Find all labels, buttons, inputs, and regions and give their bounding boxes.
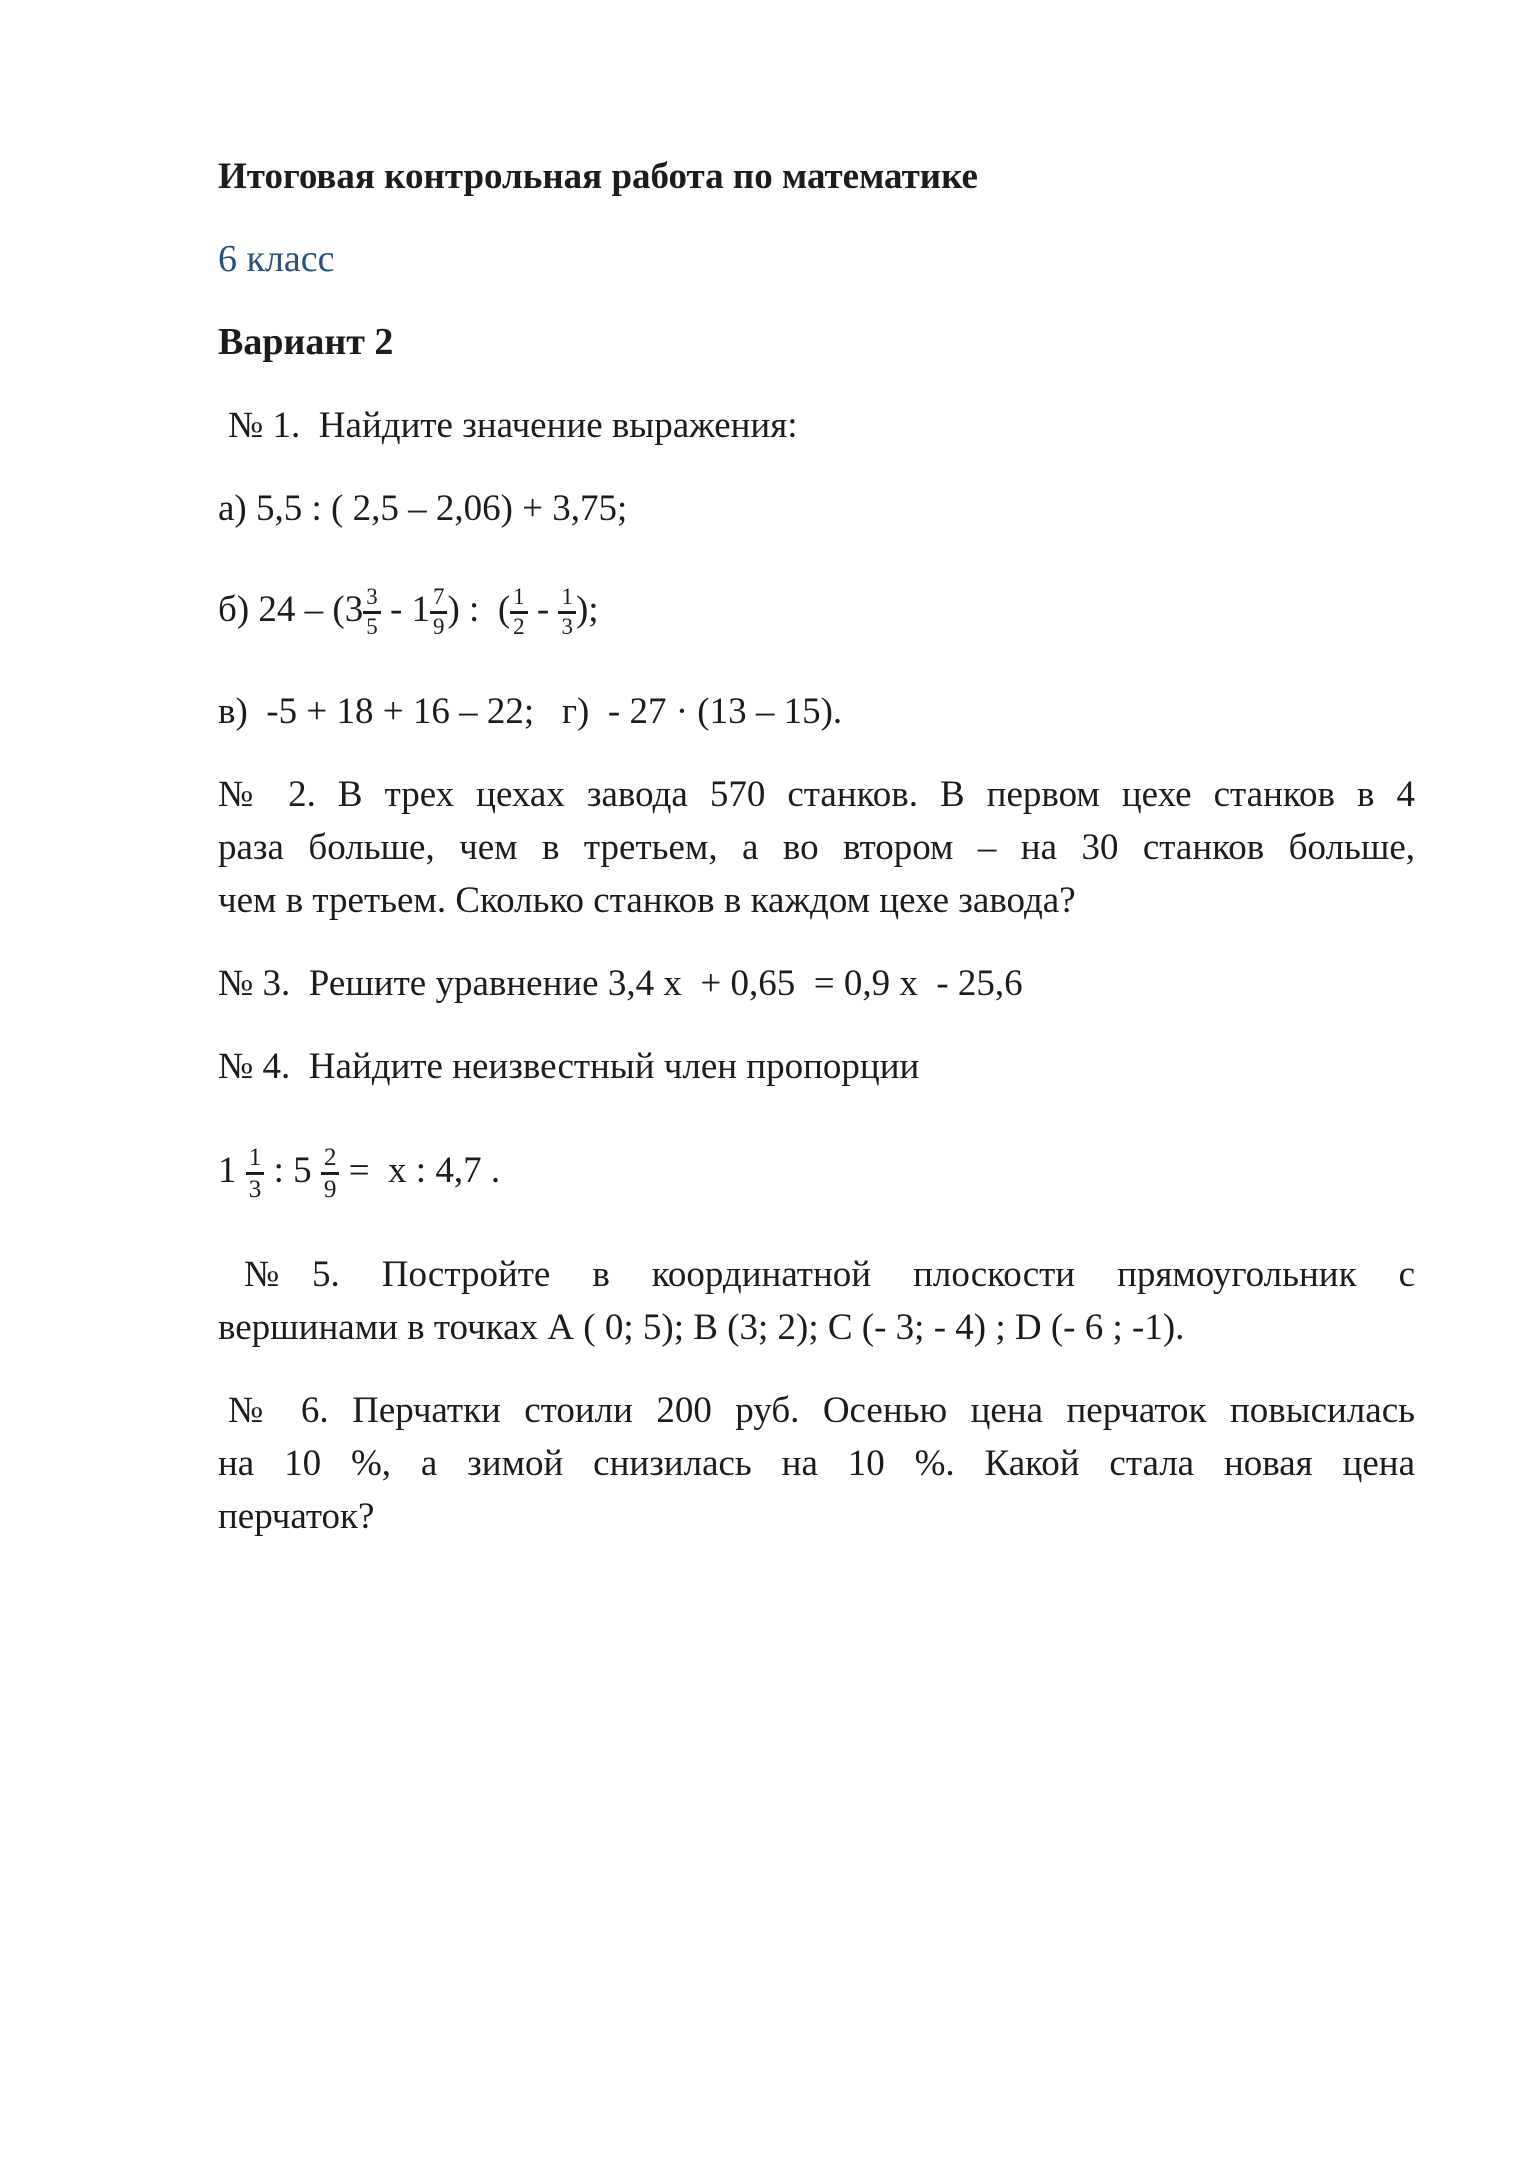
expression-text: 1 bbox=[218, 1150, 246, 1191]
paragraph-line: раза больше, чем в третьем, а во втором – на 30 станков больше, bbox=[218, 827, 1415, 868]
problem-1-item-b bbox=[218, 565, 1415, 655]
expression-text: ) : ( bbox=[447, 589, 511, 630]
problem-5-text bbox=[218, 1248, 1415, 1354]
expression-text: - bbox=[527, 589, 559, 630]
variant-label: Вариант 2 bbox=[218, 321, 394, 363]
paragraph-line: чем в третьем. Сколько станков в каждом цехе завода? bbox=[218, 880, 1076, 921]
problem-1-items-v-g: в) -5 + 18 + 16 – 22; г) - 27 · (13 – 15). bbox=[218, 691, 843, 732]
fraction-2-9: $\frac{2}{9}$ bbox=[321, 1144, 340, 1203]
expression-text: б) 24 – (3 bbox=[218, 589, 364, 630]
page-title: Итоговая контрольная работа по математике bbox=[218, 156, 978, 197]
fraction-1-2: $\frac{1}{2}$ bbox=[510, 585, 527, 640]
problem-4-heading: № 4. Найдите неизвестный член пропорции bbox=[218, 1046, 920, 1087]
problem-6-text bbox=[218, 1384, 1415, 1543]
paragraph-line: перчаток? bbox=[218, 1496, 375, 1537]
problem-4-equation bbox=[218, 1123, 1415, 1218]
class-label: 6 класс bbox=[218, 238, 335, 280]
problem-2-text bbox=[218, 768, 1415, 927]
expression-text: - 1 bbox=[380, 589, 431, 630]
paragraph-line: № 6. Перчатки стоили 200 руб. Осенью цена перчаток повысилась bbox=[228, 1390, 1415, 1431]
fraction-3-5: $\frac{3}{5}$ bbox=[363, 585, 380, 640]
expression-text: = х : 4,7 . bbox=[339, 1150, 501, 1191]
paragraph-line: вершинами в точках А ( 0; 5); В (3; 2); С (- 3; - 4) ; D (- 6 ; -1). bbox=[218, 1307, 1185, 1348]
problem-1-heading: № 1. Найдите значение выражения: bbox=[228, 405, 798, 446]
paragraph-line: №5. Постройте в координатной плоскости прямоугольник с bbox=[244, 1254, 1415, 1295]
paragraph-line: на 10 %, а зимой снизилась на 10 %. Какой стала новая цена bbox=[218, 1443, 1415, 1484]
paragraph-line: № 2. В трех цехах завода 570 станков. В первом цехе станков в 4 bbox=[218, 774, 1415, 815]
problem-3-text: № 3. Решите уравнение 3,4 х + 0,65 = 0,9 х - 25,6 bbox=[218, 963, 1023, 1004]
expression-text: : 5 bbox=[264, 1150, 321, 1191]
fraction-1-3: $\frac{1}{3}$ bbox=[558, 585, 575, 640]
fraction-1-3: $\frac{1}{3}$ bbox=[246, 1144, 265, 1203]
problem-1-item-a: а) 5,5 : ( 2,5 – 2,06) + 3,75; bbox=[218, 488, 628, 529]
fraction-7-9: $\frac{7}{9}$ bbox=[430, 585, 447, 640]
expression-text: ); bbox=[575, 589, 599, 630]
